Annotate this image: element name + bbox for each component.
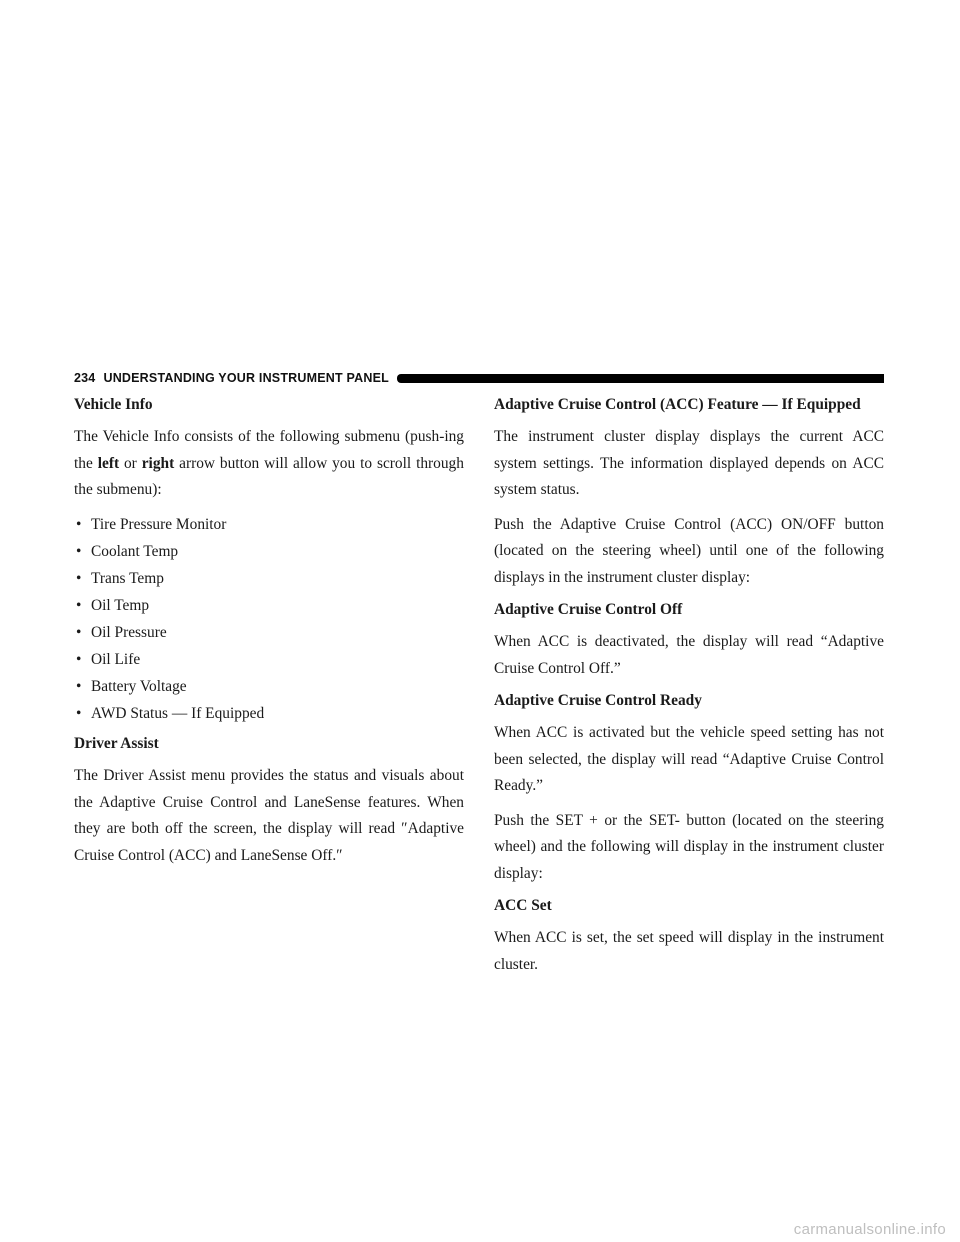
header-rule (397, 374, 884, 383)
acc-ready-heading: Adaptive Cruise Control Ready (494, 692, 702, 709)
left-column (74, 394, 464, 877)
vehicle-info-paragraph: The Vehicle Info consists of the following submenu (push-ing the left or right arrow button will allow you to scroll through the submenu): (74, 428, 464, 498)
list-item: • Oil Pressure (74, 620, 464, 647)
running-title: UNDERSTANDING YOUR INSTRUMENT PANEL (103, 371, 389, 385)
right-column (494, 394, 884, 986)
vehicle-info-list (74, 512, 464, 728)
vehicle-info-heading: Vehicle Info (74, 396, 153, 413)
list-item: • Oil Life (74, 647, 464, 674)
acc-off-paragraph: When ACC is deactivated, the display will read “Adaptive Cruise Control Off.” (494, 633, 884, 677)
acc-push-paragraph: Push the Adaptive Cruise Control (ACC) ON/OFF button (located on the steering wheel) until one of the following displays in the instrument cluster display: (494, 515, 884, 586)
acc-off-heading: Adaptive Cruise Control Off (494, 601, 683, 618)
acc-ready-paragraph: When ACC is activated but the vehicle speed setting has not been selected, the display will read “Adaptive Cruise Control Ready.” (494, 724, 884, 794)
driver-assist-heading: Driver Assist (74, 735, 159, 752)
acc-set-push-paragraph: Push the SET + or the SET- button (located on the steering wheel) and the following will display in the instrument cluster display: (494, 811, 884, 882)
left-keyword: left (97, 454, 120, 472)
acc-intro-paragraph: The instrument cluster display displays the current ACC system settings. The information displayed depends on ACC system status. (494, 428, 884, 498)
list-item: • Battery Voltage (74, 674, 464, 701)
watermark: carmanualsonline.info (793, 1221, 946, 1238)
list-item: • Tire Pressure Monitor (74, 512, 464, 539)
list-item: • Trans Temp (74, 566, 464, 593)
right-keyword: right (141, 454, 175, 472)
list-item: • AWD Status — If Equipped (74, 701, 464, 728)
acc-set-paragraph: When ACC is set, the set speed will display in the instrument cluster. (494, 929, 884, 973)
driver-assist-paragraph: The Driver Assist menu provides the status and visuals about the Adaptive Cruise Control and LaneSense features. When they are both off the screen, the display will read ″Adaptive Cruise Control (ACC) and LaneSense Off.″ (74, 767, 464, 864)
list-item: • Oil Temp (74, 593, 464, 620)
page-number: 234 (74, 371, 96, 385)
acc-feature-heading: Adaptive Cruise Control (ACC) Feature — If Equipped (494, 396, 861, 413)
list-item: • Coolant Temp (74, 539, 464, 566)
page-header (74, 371, 884, 385)
acc-set-heading: ACC Set (494, 897, 552, 914)
